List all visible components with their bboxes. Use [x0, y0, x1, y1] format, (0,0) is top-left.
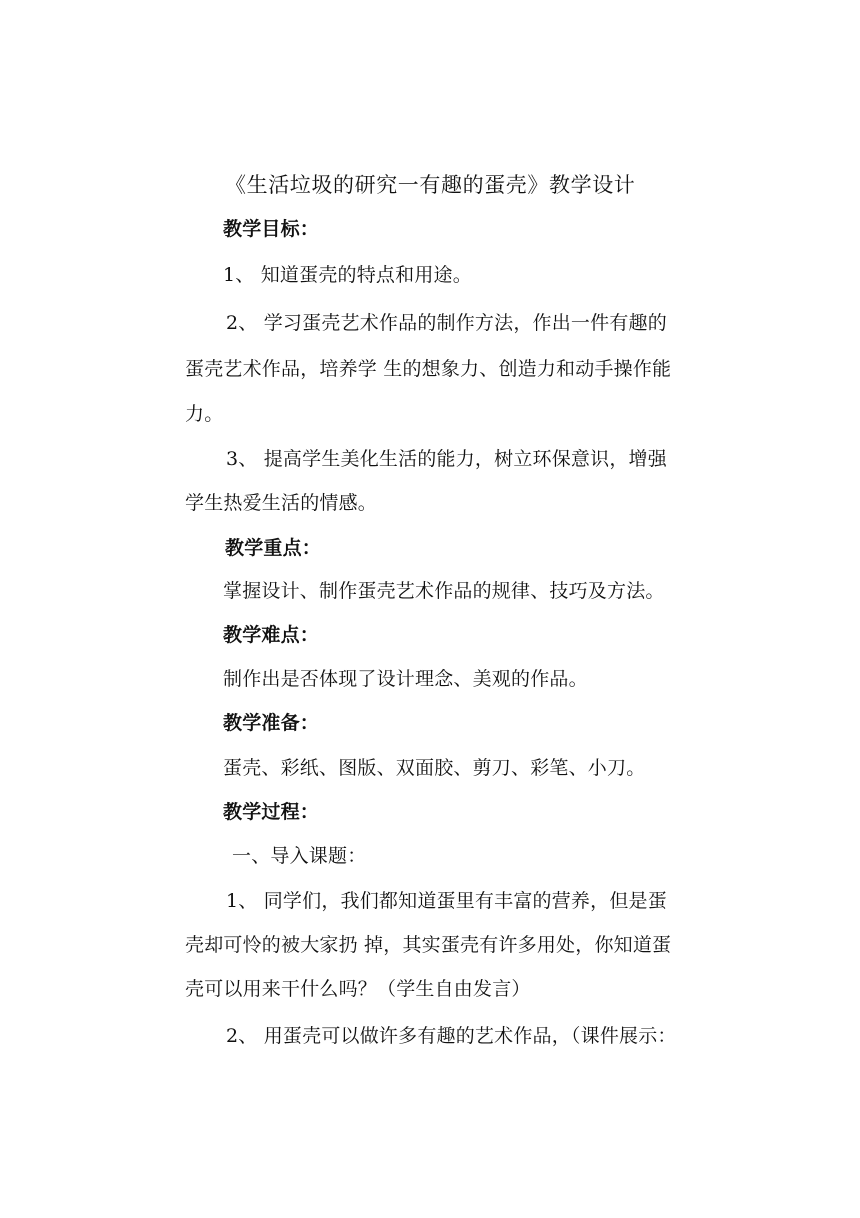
document-title: 《生活垃圾的研究一有趣的蛋壳》教学设计 [225, 173, 636, 197]
objective-item-1: 1、 知道蛋壳的特点和用途。 [223, 264, 472, 286]
process-item-1-cont-end: 壳可以用来干什么吗？（学生自由发言） [185, 978, 531, 1000]
objectives-heading: 教学目标： [223, 218, 320, 240]
difficulties-text: 制作出是否体现了设计理念、美观的作品。 [223, 668, 588, 690]
key-points-heading: 教学重点： [225, 537, 322, 559]
objective-item-2: 2、 学习蛋壳艺术作品的制作方法，作出一件有趣的 [226, 312, 667, 334]
objective-item-2-cont: 蛋壳艺术作品，培养学 生的想象力、创造力和动手操作能 [185, 358, 672, 380]
process-item-1: 1、 同学们，我们都知道蛋里有丰富的营养，但是蛋 [226, 890, 667, 912]
preparation-text: 蛋壳、彩纸、图版、双面胶、剪刀、彩笔、小刀。 [223, 757, 646, 779]
objective-item-3: 3、 提高学生美化生活的能力，树立环保意识，增强 [226, 448, 667, 470]
section-one-heading: 一、导入课题： [232, 845, 367, 867]
key-points-text: 掌握设计、制作蛋壳艺术作品的规律、技巧及方法。 [223, 580, 665, 602]
objective-item-2-cont-end: 力。 [185, 403, 224, 425]
process-heading: 教学过程： [223, 801, 320, 823]
process-item-2: 2、 用蛋壳可以做许多有趣的艺术作品，（课件展示： [226, 1025, 677, 1047]
difficulties-heading: 教学难点： [223, 624, 320, 646]
objective-item-3-cont: 学生热爱生活的情感。 [185, 492, 378, 514]
process-item-1-cont: 壳却可怜的被大家扔 掉，其实蛋壳有许多用处，你知道蛋 [185, 934, 672, 956]
preparation-heading: 教学准备： [223, 712, 320, 734]
